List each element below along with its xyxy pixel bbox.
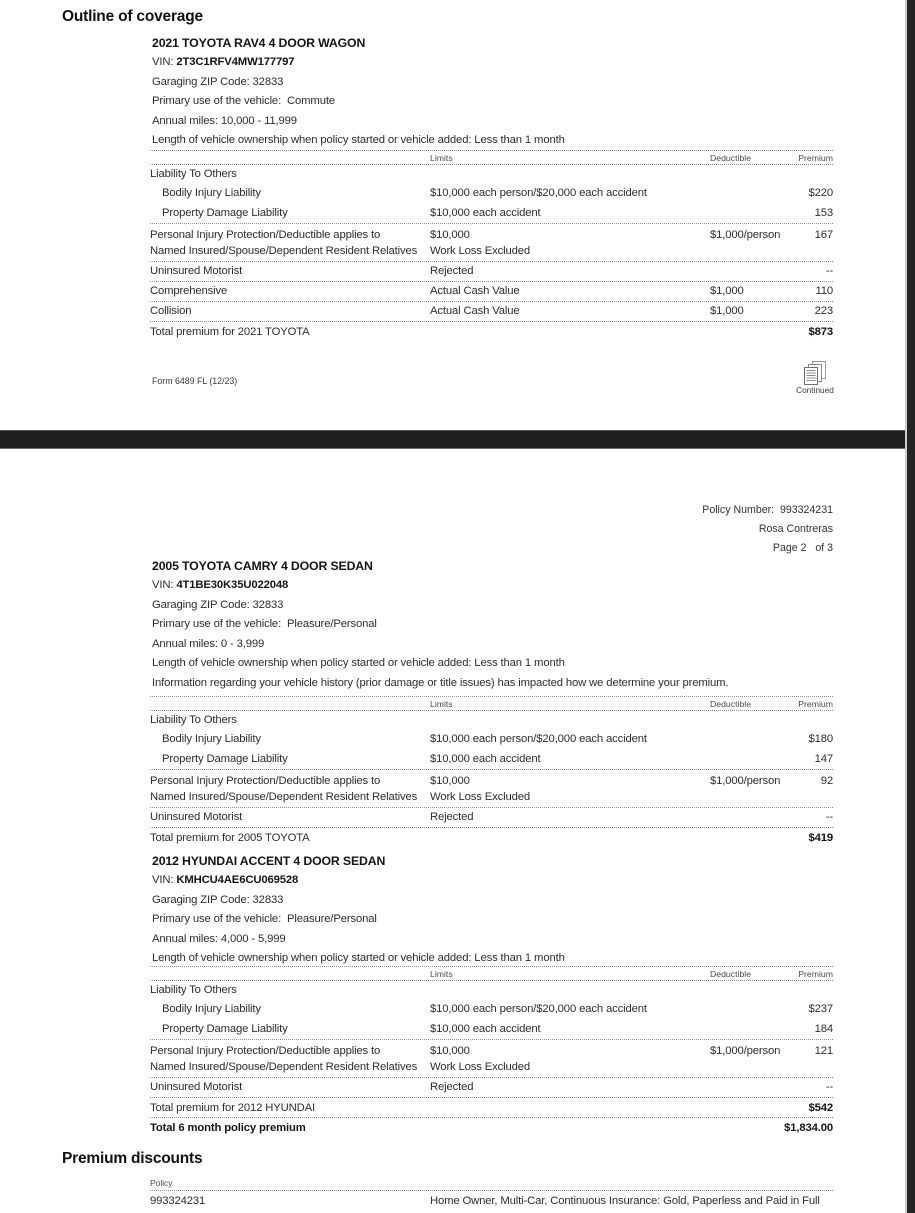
page-title: Outline of coverage bbox=[62, 8, 203, 25]
vin-label: VIN: bbox=[152, 579, 174, 591]
page2-header bbox=[702, 501, 833, 558]
primary-use: Primary use of the vehicle: Commute bbox=[152, 95, 335, 107]
table-row bbox=[150, 808, 833, 828]
coverage-premium: -- bbox=[825, 265, 833, 277]
coverage-premium: $237 bbox=[808, 1003, 833, 1015]
vehicle-hyundai-details bbox=[152, 851, 565, 969]
coverage-table-camry bbox=[150, 696, 833, 848]
premium-header: Premium bbox=[798, 699, 833, 709]
annual-miles: Annual miles: 4,000 - 5,999 bbox=[152, 932, 286, 945]
table-row bbox=[150, 282, 833, 302]
coverage-label: Bodily Injury Liability bbox=[162, 187, 261, 199]
coverage-limit: $10,000 Work Loss Excluded bbox=[430, 229, 531, 257]
vin-value: KMHCU4AE6CU069528 bbox=[176, 874, 299, 886]
table-header-row bbox=[150, 150, 833, 165]
coverage-label: Uninsured Motorist bbox=[150, 1081, 243, 1093]
coverage-label: Collision bbox=[150, 305, 192, 317]
coverage-table-hyundai bbox=[150, 966, 833, 1138]
coverage-limit: Actual Cash Value bbox=[430, 305, 520, 317]
table-row bbox=[150, 750, 833, 770]
vehicle-name: 2005 TOYOTA CAMRY 4 DOOR SEDAN bbox=[152, 559, 373, 573]
policy-column-header: Policy bbox=[150, 1176, 833, 1191]
coverage-premium: -- bbox=[825, 1081, 833, 1093]
coverage-deductible: $1,000 bbox=[710, 305, 744, 317]
vehicle-vin-line bbox=[152, 871, 565, 891]
policy-total-label: Total 6 month policy premium bbox=[150, 1122, 306, 1134]
vin-label: VIN: bbox=[152, 874, 174, 886]
vin-value: 2T3C1RFV4MW177797 bbox=[176, 56, 295, 68]
table-row bbox=[150, 1078, 833, 1098]
coverage-deductible: $1,000/person bbox=[710, 229, 781, 241]
coverage-premium: -- bbox=[825, 811, 833, 823]
coverage-premium: 167 bbox=[814, 229, 833, 241]
coverage-deductible: $1,000 bbox=[710, 285, 744, 297]
garaging-zip: Garaging ZIP Code: 32833 bbox=[152, 598, 284, 611]
coverage-premium: 153 bbox=[814, 207, 833, 219]
page-number-line: Page 2 of 3 bbox=[772, 542, 833, 554]
premium-header: Premium bbox=[798, 969, 833, 979]
table-row bbox=[150, 981, 833, 1000]
table-row bbox=[150, 262, 833, 282]
total-premium: $419 bbox=[808, 832, 833, 844]
coverage-label: Personal Injury Protection/Deductible applies to Named Insured/Spouse/Dependent Resident Relatives bbox=[150, 1045, 418, 1073]
coverage-limit: Rejected bbox=[430, 1081, 474, 1093]
premium-discounts-table bbox=[150, 1176, 833, 1207]
coverage-label: Personal Injury Protection/Deductible applies to Named Insured/Spouse/Dependent Resident Relatives bbox=[150, 229, 418, 257]
table-row bbox=[150, 204, 833, 224]
table-row bbox=[150, 711, 833, 730]
coverage-label: Property Damage Liability bbox=[162, 1023, 288, 1035]
annual-miles: Annual miles: 0 - 3,999 bbox=[152, 637, 265, 650]
annual-miles: Annual miles: 10,000 - 11,999 bbox=[152, 114, 297, 127]
vehicle-total-row bbox=[150, 828, 833, 848]
garaging-zip: Garaging ZIP Code: 32833 bbox=[152, 75, 284, 88]
vehicle-name: 2012 HYUNDAI ACCENT 4 DOOR SEDAN bbox=[152, 854, 386, 868]
coverage-limit: $10,000 each person/$20,000 each accident bbox=[430, 1003, 647, 1015]
coverage-label: Comprehensive bbox=[150, 285, 228, 297]
discount-policy-number: 993324231 bbox=[150, 1195, 206, 1207]
table-row bbox=[150, 184, 833, 204]
vehicle-rav4-details bbox=[152, 33, 565, 151]
vehicle-name: 2021 TOYOTA RAV4 4 DOOR WAGON bbox=[152, 36, 366, 50]
coverage-table-rav4 bbox=[150, 150, 833, 342]
coverage-limit: $10,000 each person/$20,000 each accident bbox=[430, 733, 647, 745]
limits-header: Limits bbox=[430, 699, 453, 709]
table-row bbox=[150, 1000, 833, 1020]
coverage-premium: $220 bbox=[808, 187, 833, 199]
ownership-length: Length of vehicle ownership when policy started or vehicle added: Less than 1 month bbox=[152, 657, 565, 669]
vehicle-history-note: Information regarding your vehicle history (prior damage or title issues) has impacted how we determine your premium. bbox=[152, 676, 729, 689]
coverage-premium: 184 bbox=[814, 1023, 833, 1035]
coverage-label: Bodily Injury Liability bbox=[162, 1003, 261, 1015]
premium-discounts-title: Premium discounts bbox=[62, 1150, 203, 1167]
limits-header: Limits bbox=[430, 969, 453, 979]
coverage-limit: $10,000 Work Loss Excluded bbox=[430, 1045, 531, 1073]
insured-name: Rosa Contreras bbox=[758, 523, 833, 535]
policy-total-row bbox=[150, 1118, 833, 1138]
discounts-row bbox=[150, 1191, 833, 1207]
pages-stack-icon bbox=[803, 361, 827, 387]
table-header-row bbox=[150, 966, 833, 981]
coverage-deductible: $1,000/person bbox=[710, 1045, 781, 1057]
coverage-limit: $10,000 each accident bbox=[430, 207, 541, 219]
coverage-premium: $180 bbox=[808, 733, 833, 745]
vehicle-vin-line bbox=[152, 53, 565, 73]
coverage-label: Property Damage Liability bbox=[162, 207, 288, 219]
garaging-zip: Garaging ZIP Code: 32833 bbox=[152, 893, 284, 906]
coverage-premium: 223 bbox=[814, 305, 833, 317]
coverage-label: Property Damage Liability bbox=[162, 753, 288, 765]
ownership-length: Length of vehicle ownership when policy started or vehicle added: Less than 1 month bbox=[152, 952, 565, 964]
coverage-deductible: $1,000/person bbox=[710, 775, 781, 787]
discount-list: Home Owner, Multi-Car, Continuous Insurance: Gold, Paperless and Paid in Full bbox=[430, 1195, 820, 1207]
vehicle-vin-line bbox=[152, 576, 728, 596]
table-row bbox=[150, 730, 833, 750]
deductible-header: Deductible bbox=[710, 969, 752, 979]
coverage-limit: Rejected bbox=[430, 811, 474, 823]
deductible-header: Deductible bbox=[710, 699, 752, 709]
vehicle-total-row bbox=[150, 1098, 833, 1118]
coverage-limit: Rejected bbox=[430, 265, 474, 277]
limits-header: Limits bbox=[430, 153, 453, 163]
coverage-premium: 147 bbox=[814, 753, 833, 765]
table-row bbox=[150, 1020, 833, 1040]
coverage-label: Bodily Injury Liability bbox=[162, 733, 261, 745]
continued-indicator bbox=[790, 361, 840, 395]
coverage-premium: 92 bbox=[820, 775, 833, 787]
page-break-bar bbox=[0, 430, 915, 449]
coverage-label: Uninsured Motorist bbox=[150, 265, 243, 277]
policy-number-line: Policy Number: 993324231 bbox=[702, 504, 833, 516]
coverage-limit: $10,000 each person/$20,000 each accident bbox=[430, 187, 647, 199]
ownership-length: Length of vehicle ownership when policy started or vehicle added: Less than 1 month bbox=[152, 134, 565, 146]
policy-total-premium: $1,834.00 bbox=[784, 1122, 833, 1134]
form-number: Form 6489 FL (12/23) bbox=[152, 376, 238, 386]
vehicle-camry-details bbox=[152, 556, 728, 693]
table-row-pip bbox=[150, 770, 833, 808]
primary-use: Primary use of the vehicle: Pleasure/Personal bbox=[152, 618, 377, 630]
total-premium: $873 bbox=[808, 326, 833, 338]
vin-value: 4T1BE30K35U022048 bbox=[176, 579, 289, 591]
table-row bbox=[150, 302, 833, 322]
vin-label: VIN: bbox=[152, 56, 174, 68]
viewer-right-edge bbox=[905, 0, 915, 1213]
coverage-premium: 110 bbox=[815, 285, 833, 297]
coverage-label: Liability To Others bbox=[150, 984, 237, 996]
coverage-limit: Actual Cash Value bbox=[430, 285, 520, 297]
coverage-label: Personal Injury Protection/Deductible applies to Named Insured/Spouse/Dependent Resident Relatives bbox=[150, 775, 418, 803]
premium-header: Premium bbox=[798, 153, 833, 163]
primary-use: Primary use of the vehicle: Pleasure/Personal bbox=[152, 913, 377, 925]
coverage-limit: $10,000 Work Loss Excluded bbox=[430, 775, 531, 803]
deductible-header: Deductible bbox=[710, 153, 752, 163]
coverage-premium: 121 bbox=[814, 1045, 833, 1057]
table-header-row bbox=[150, 696, 833, 711]
table-row bbox=[150, 165, 833, 184]
table-row-pip bbox=[150, 224, 833, 262]
coverage-label: Uninsured Motorist bbox=[150, 811, 243, 823]
table-row-pip bbox=[150, 1040, 833, 1078]
coverage-limit: $10,000 each accident bbox=[430, 753, 541, 765]
total-label: Total premium for 2021 TOYOTA bbox=[150, 326, 310, 338]
coverage-label: Liability To Others bbox=[150, 714, 237, 726]
vehicle-total-row bbox=[150, 322, 833, 342]
total-label: Total premium for 2005 TOYOTA bbox=[150, 832, 310, 844]
total-premium: $542 bbox=[808, 1102, 833, 1114]
continued-label: Continued bbox=[796, 385, 834, 395]
coverage-label: Liability To Others bbox=[150, 168, 237, 180]
coverage-limit: $10,000 each accident bbox=[430, 1023, 541, 1035]
total-label: Total premium for 2012 HYUNDAI bbox=[150, 1102, 316, 1114]
